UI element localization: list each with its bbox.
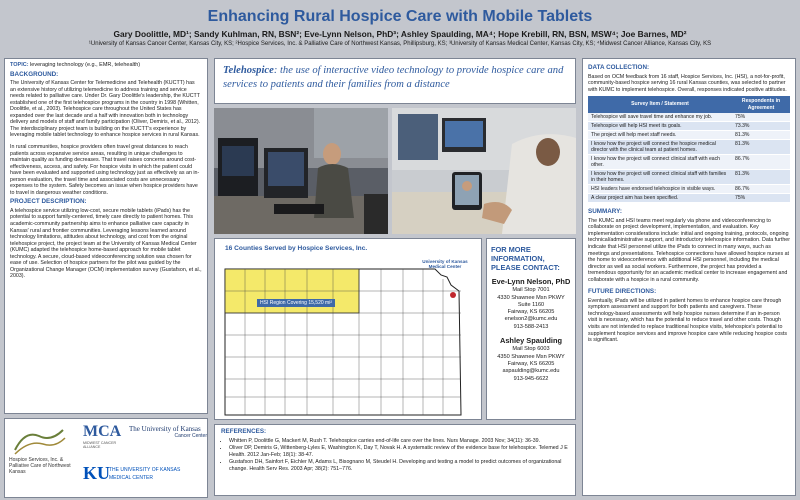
topic-text: leveraging technology (e.g., EMR, telehealth): [30, 62, 141, 68]
definition-banner: [214, 58, 576, 104]
contact-person-1: [491, 278, 571, 331]
contact-name-2: Ashley Spaulding: [499, 336, 562, 346]
future-directions-paragraph: Eventually, iPads will be utilized in patient homes to enhance hospice care through symptom assessment and support for both patients and caregivers. These technology-based assessments will help hospice nurses determine if an in-person visit is necessary, which has the potential to reduce travel and other costs. Though visits are not intended to replace traditional hospice visits, telehospice's potential to supplement hospice services and improve hospice care while reducing hospice costs is significant.: [588, 297, 788, 344]
mca-logo: [83, 423, 123, 451]
ku-logo: [83, 463, 183, 484]
survey-header-agreement: Respondents in Agreement: [732, 96, 790, 113]
kucc-logo-text: The University of Kansas: [129, 425, 201, 433]
contact-line: Mail Stop 7001: [512, 287, 550, 294]
survey-percent: 75%: [732, 113, 790, 122]
survey-statement: I know how the project will connect clinical staff with families in their homes.: [588, 170, 732, 185]
kumc-location-marker: [450, 292, 456, 298]
survey-statement: I know how the project will connect clinical staff with each other.: [588, 155, 732, 170]
survey-percent: 81.3%: [732, 140, 790, 155]
references-heading: REFERENCES:: [221, 428, 267, 435]
logos-panel: [4, 418, 208, 498]
survey-percent: 86.7%: [732, 185, 790, 194]
table-row: [588, 131, 790, 140]
contact-name-1: Eve-Lynn Nelson, PhD: [491, 277, 571, 286]
poster-title: Enhancing Rural Hospice Care with Mobile Tablets: [207, 8, 593, 25]
contact-line: 4330 Shawnee Msn PKWY: [497, 294, 565, 301]
data-collection-heading: DATA COLLECTION:: [588, 64, 650, 71]
table-row: [588, 140, 790, 155]
photo-workstation: [214, 108, 388, 234]
summary-paragraph: The KUMC and HSI teams meet regularly via phone and videoconferencing to collaborate on project development, implementation, and evaluation. Key implementation considerations include: initial and ongoing training, protocols, ongoing technical/administrative support, and introductory telehospice information. Data further indicate that HSI personnel utilize the iPads to connect in many ways, such as meetings and presentations. Telehospice connections have allowed hospice nurses at the home to videoconference with additional HSI personnel, including the medical director as well as social workers. Furthermore, the project has provided a tremendous opportunity for an academic medical center to increase engagement and collaborate with a hospice in a rural community.: [588, 217, 790, 283]
background-paragraph-1: The University of Kansas Center for Telemedicine and Telehealth (KUCTT) has an extensive history of utilizing telemedicine to address training and service needs related to palliative care. Under Dr. Gary Doolittle's leadership, the KUCTT established one of the first telehospice programs in the country in 1998 (Whitten, Doolittle, et al., 2003). Telehospice care throughout the United States has expanded over the last decade and a half with innovation both in technology delivery and models of staff and family participation (Oliver, Demiris, et al., 2012). The interdisciplinary project team is building on the KUCTT's experience by leveraging mobile tablet technology to enhance hospice services in rural Kansas.: [10, 80, 201, 139]
contact-phone-1: 913-588-2413: [513, 323, 549, 330]
photo-tablet: [392, 108, 576, 234]
topic-label: TOPIC:: [10, 62, 29, 68]
summary-heading: SUMMARY:: [588, 208, 622, 216]
survey-header-statement: Survey Item / Statement: [588, 96, 732, 113]
survey-percent: 86.7%: [732, 155, 790, 170]
reference-item: • Oliver DP, Demiris G, Wittenberg-Lyles E, Washington K, Day T, Novak H. A systematic review of the evidence base for telehospice. Telemed J E Health. 2012 Jan-Feb; 18(1): 38-47.: [229, 445, 569, 458]
survey-statement: Telehospice will save travel time and enhance my job.: [588, 113, 732, 122]
map-kumc-label: University of Kansas Medical Center: [422, 259, 468, 270]
kucc-logo-subtext: Cancer Center: [174, 433, 207, 439]
background-paragraph-2: In rural communities, hospice providers often travel great distances to reach patients across expansive service areas, resulting in unique challenges to maintain quality as funding decreases. That travel raises concerns around cost-effectiveness, access, and safety. For hospice visits in which the patient could have been evaluated and supported using technology just as effectively as an in-person evaluation, the travel time and associated costs are unnecessary expenses to the system. Safety becomes an issue when hospice providers have to travel in dangerous weather conditions.: [10, 144, 200, 196]
contact-line: Suite 1160: [517, 301, 545, 308]
reference-item: • Whitten P, Doolittle G, Mackert M, Rush T. Telehospice carries end-of-life care over the lines. Nurs Manage. 2003 Nov; 34(11): 36-39.: [229, 438, 569, 445]
survey-header-row: [588, 96, 790, 113]
mca-logo-subtext: MIDWEST CANCER ALLIANCE: [83, 441, 117, 449]
table-row: [588, 194, 790, 203]
contact-email-1[interactable]: enelson2@kumc.edu: [504, 316, 558, 323]
reference-item: • Gustafson DH, Sainfort F, Eichler M, Adams L, Bisognano M, Steudel H. Developing and testing a model to predict outcomes of organizational change. Health Serv Res. 2003 Apr; 38(2): 751–776.: [229, 459, 569, 472]
contact-line: Fairway, KS 66205: [507, 309, 555, 316]
survey-statement: I know how the project will connect the hospice medical director with the clinical team at patient homes.: [588, 140, 732, 155]
kucc-logo: [129, 425, 207, 439]
ku-logo-subtext: THE UNIVERSITY OF KANSAS: [109, 467, 181, 473]
author-list: Gary Doolittle, MD¹; Sandy Kuhlman, RN, BSN²; Eve-Lynn Nelson, PhD³; Ashley Spaulding, MA⁴; Hope Krebill, RN, BSN, MSW⁴; Joe Barnes, MD²: [113, 29, 687, 39]
contact-line: 4350 Shawnee Msn PKWY: [497, 353, 565, 360]
survey-percent: 73.3%: [732, 122, 790, 131]
map-title: 16 Counties Served by Hospice Services, Inc.: [225, 245, 368, 252]
banner-term: Telehospice: [223, 65, 274, 76]
contact-person-2: [491, 337, 571, 383]
table-row: [588, 155, 790, 170]
survey-statement: Telehospice will help HSI meet its goals.: [588, 122, 732, 131]
table-row: [588, 185, 790, 194]
map-region-label: HSI Region Covering 15,520 mi²: [257, 299, 335, 307]
contact-line: Fairway, KS 66205: [507, 360, 555, 367]
left-column: [4, 58, 208, 414]
tablet-photo-image: [392, 108, 576, 234]
table-row: [588, 122, 790, 131]
project-description-paragraph: A telehospice service utilizing low-cost, secure mobile tablets (iPads) has the potential to support family-centered, timely care directly to patient homes. This academic-community partnership aims to enhance palliative care capacity in Kansas' rural and frontier communities. Leveraging lessons learned around technology limitations, attitudes about technology, and cost from the original telehospice project, the project team at the University of Kansas Medical Center (KUMC) adapted the telehospice home-based approach for mobile tablet technology. A secure, cloud-based videoconferencing solution was chosen for ease of use. Selection of hospice partners for the pilot was guided by the Organizational Change Manager (OCM) implementation survey (Gustafson, et al., 2003).: [10, 207, 202, 280]
data-collection-paragraph: Based on OCM feedback from 16 staff, Hospice Services, Inc. (HSI), a not-for-profit, community-based hospice serving 16 rural Kansas counties, was selected to partner with KUMC to implement telehospice. Overall, responses indicated positive attitudes.: [588, 73, 787, 93]
hospice-logo-icon: [9, 422, 69, 458]
affiliations: ¹University of Kansas Cancer Center, Kansas City, KS; ²Hospice Services, Inc. & Palliative Care of Northwest Kansas, Phillipsburg, KS; ³University of Kansas Medical Center, Kansas City, KS; ⁴Midwest Cancer Alliance, Kansas City, KS: [88, 41, 712, 47]
contact-phone-2: 913-945-6622: [513, 375, 549, 382]
future-directions-heading: FUTURE DIRECTIONS:: [588, 288, 657, 296]
survey-table: [588, 96, 790, 203]
contact-panel: [486, 238, 576, 420]
project-description-heading: PROJECT DESCRIPTION:: [10, 198, 87, 206]
contact-heading: FOR MORE INFORMATION, PLEASE CONTACT:: [491, 245, 560, 272]
survey-statement: The project will help meet staff needs.: [588, 131, 732, 140]
right-column: [582, 58, 796, 496]
contact-line: Mail Stop 6003: [512, 346, 550, 353]
survey-percent: 75%: [732, 194, 790, 203]
background-heading: BACKGROUND:: [10, 70, 59, 78]
references-panel: [214, 424, 576, 496]
survey-statement: HSI leaders have endorsed telehospice in visible ways.: [588, 185, 732, 194]
table-row: [588, 170, 790, 185]
survey-statement: A clear project aim has been specified.: [588, 194, 732, 203]
survey-percent: 81.3%: [732, 131, 790, 140]
survey-percent: 81.3%: [732, 170, 790, 185]
mca-logo-text: MCA: [83, 423, 122, 440]
contact-email-2[interactable]: aspaulding@kumc.edu: [502, 368, 560, 375]
banner-definition: : the use of interactive video technology to provide hospice care and services to patients and their families from a distance: [223, 65, 564, 90]
table-row: [588, 113, 790, 122]
ku-logo-subtext-2: MEDICAL CENTER: [109, 475, 153, 481]
topic-line: [10, 62, 202, 69]
hospice-logo-text: Hospice Services, Inc. & Palliative Care of Northwest Kansas: [9, 457, 71, 475]
workstation-photo-image: [214, 108, 388, 234]
ku-logo-text: KU: [83, 463, 110, 483]
service-area-map: [214, 238, 482, 420]
